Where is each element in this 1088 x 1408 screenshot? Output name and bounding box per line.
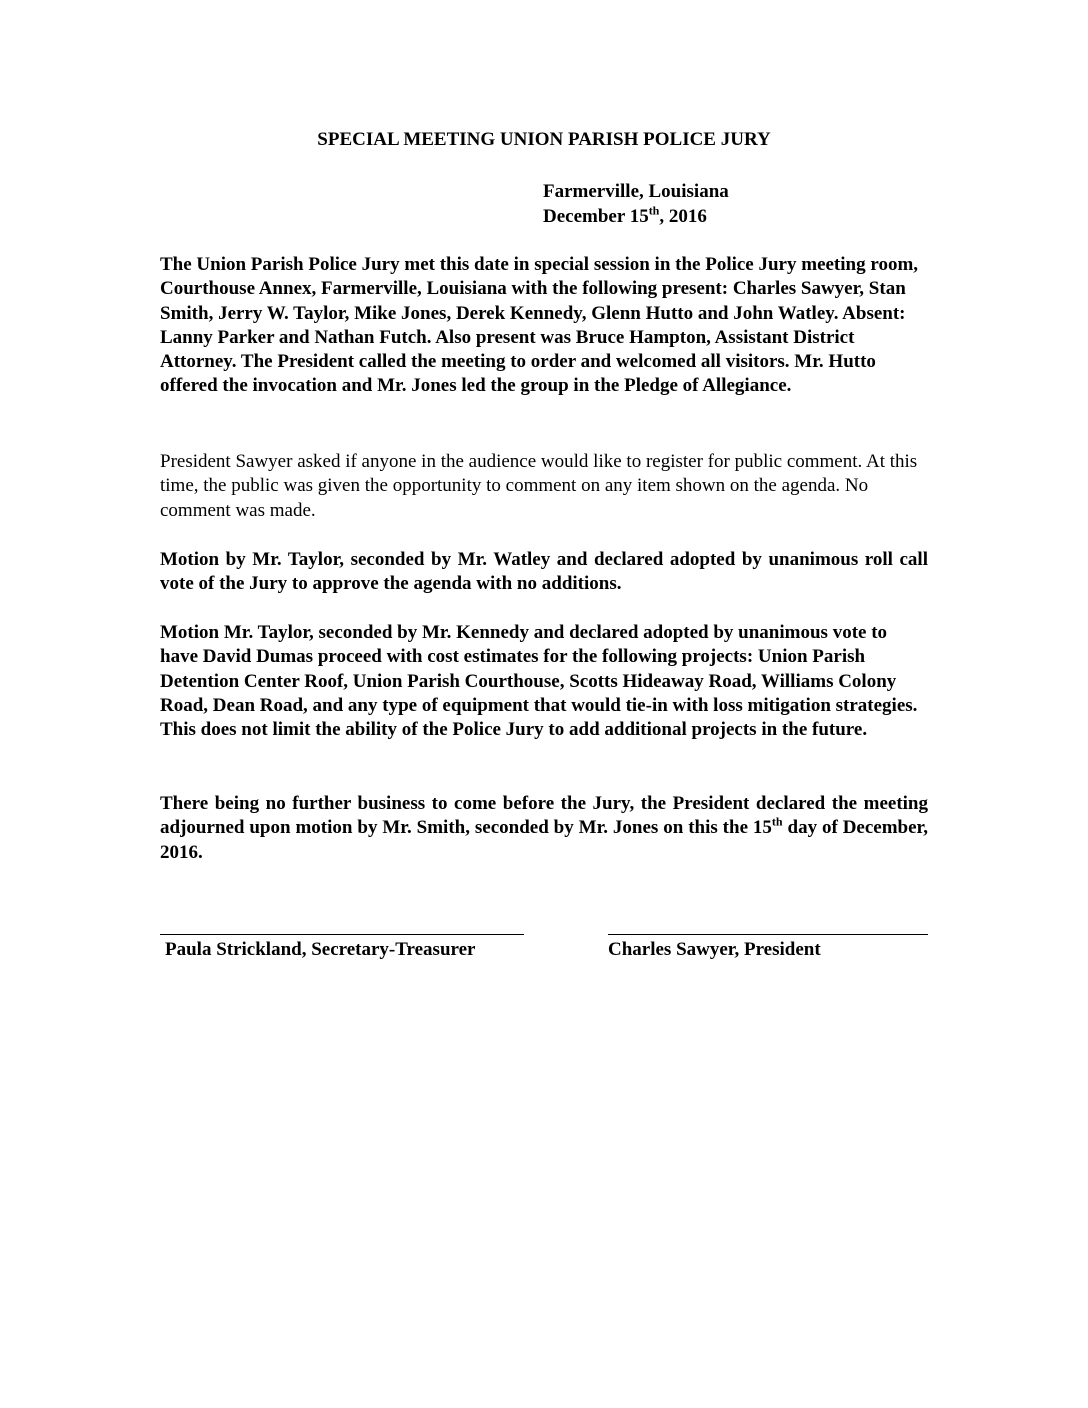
meeting-location: Farmerville, Louisiana: [543, 181, 729, 202]
projects-motion-paragraph: Motion Mr. Taylor, seconded by Mr. Kennedy and declared adopted by unanimous vote to have David Dumas proceed with cost estimates for the following projects: Union Parish Detention Center Roof, Union Parish Courthouse, Scotts Hideaway Road, Williams Colony Road, Dean Road, and any type of equipment that would tie-in with loss mitigation strategies. This does not limit the ability of the Police Jury to add additional projects in the future.: [160, 622, 918, 741]
signature-line-secretary: [160, 934, 524, 935]
meeting-date-main: December 15: [543, 206, 649, 227]
signature-label-secretary: Paula Strickland, Secretary-Treasurer: [165, 939, 476, 960]
signature-label-president: Charles Sawyer, President: [608, 939, 821, 960]
place-date-block: [543, 179, 729, 229]
meeting-date-year: , 2016: [659, 206, 707, 227]
adjournment-paragraph: [160, 792, 928, 865]
document-title: SPECIAL MEETING UNION PARISH POLICE JURY: [317, 129, 771, 150]
adjournment-ordinal: th: [771, 814, 783, 829]
signature-line-president: [608, 934, 928, 935]
agenda-motion-paragraph: Motion by Mr. Taylor, seconded by Mr. Watley and declared adopted by unanimous roll call vote of the Jury to approve the agenda with no additions.: [160, 549, 928, 595]
adjournment-text-part2: day of December, 2016.: [160, 817, 928, 863]
public-comment-paragraph: President Sawyer asked if anyone in the audience would like to register for public comment. At this time, the public was given the opportunity to comment on any item shown on the agenda. No comment was made.: [160, 451, 918, 521]
meeting-date-ordinal: th: [648, 203, 660, 218]
attendance-paragraph: The Union Parish Police Jury met this date in special session in the Police Jury meeting room, Courthouse Annex, Farmerville, Louisiana with the following present: Charles Sawyer, Stan Smith, Jerry W. Taylor, Mike Jones, Derek Kennedy, Glenn Hutto and John Watley. Absent: Lanny Parker and Nathan Futch. Also present was Bruce Hampton, Assistant District Attorney. The President called the meeting to order and welcomed all visitors. Mr. Hutto offered the invocation and Mr. Jones led the group in the Pledge of Allegiance.: [160, 254, 919, 397]
meeting-date: [543, 204, 729, 229]
adjournment-text-part1: There being no further business to come before the Jury, the President declared the meeting adjourned upon motion by Mr. Smith, seconded by Mr. Jones on this the 15: [160, 793, 928, 839]
